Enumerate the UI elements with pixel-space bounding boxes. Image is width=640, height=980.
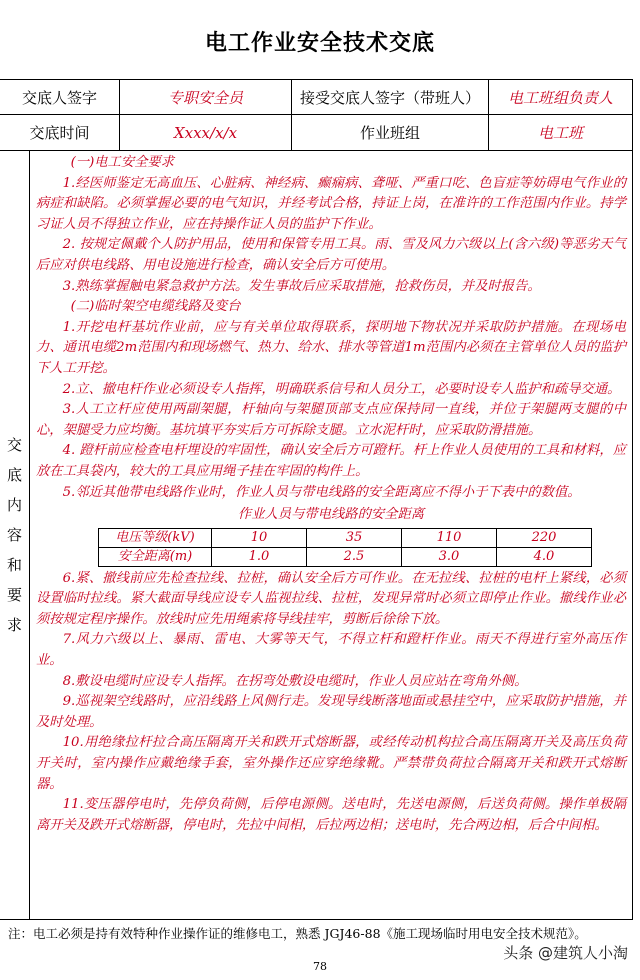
paragraph: 2.立、撤电杆作业必须设专人指挥，明确联系信号和人员分工，必要时设专人监护和疏导交通。	[62, 381, 621, 397]
paragraph: 11.变压器停电时，先停负荷侧，后停电源侧。送电时，先送电源侧，后送负荷侧。操作单极隔离开关及跌开式熔断器，停电时，先拉中间相，后拉两边相；送电时，先合两边相，后合中间相。	[36, 797, 626, 833]
paragraph: 3.熟练掌握触电紧急救护方法。发生事故后应采取措施，抢救伤员，并及时报告。	[62, 278, 541, 294]
section-heading: (一)电工安全要求	[70, 155, 175, 170]
content-side-label	[0, 151, 30, 919]
content-part-b	[36, 569, 626, 837]
page-title: 电工作业安全技术交底	[204, 30, 435, 56]
side-char: 底	[6, 466, 22, 484]
table-cell: 10	[212, 528, 307, 547]
paragraph: 7.风力六级以上、暴雨、雷电、大雾等天气，不得立杆和蹬杆作业。雨天不得进行室外高压作业。	[36, 632, 626, 669]
side-char: 内	[6, 496, 22, 514]
table-cell: 220	[497, 528, 592, 547]
receiver-sign-value: 电工班组负责人	[507, 88, 613, 107]
side-char: 求	[6, 616, 22, 634]
paragraph: 8.敷设电缆时应设专人指挥。在拐弯处敷设电缆时，作业人员应站在弯角外侧。	[62, 673, 528, 689]
paragraph: 5.邻近其他带电线路作业时，作业人员与带电线路的安全距离应不得小于下表中的数值。	[62, 484, 581, 500]
page-number: 78	[313, 960, 327, 973]
voltage-row	[99, 528, 592, 547]
table-cell: 电压等级(kV)	[99, 528, 212, 547]
signature-row	[0, 80, 632, 115]
distance-row	[99, 547, 592, 566]
discloser-sign-value: 专职安全员	[120, 80, 292, 114]
disclosure-time-label: 交底时间	[0, 115, 120, 150]
paragraph: 6.紧、撤线前应先检查拉线、拉桩，确认安全后方可作业。在无拉线、拉桩的电杆上紧线，必须设置临时拉线。紧大截面导线应设专人监视拉线、拉桩，发现异常时必须立即停止作业。撤线作业必须按规定程序操作。放线时应先用绳索将导线挂牢，剪断后徐徐下放。	[36, 570, 626, 627]
work-team-value: 电工班	[537, 124, 583, 142]
side-char: 要	[6, 586, 22, 604]
receiver-sign-label: 接受交底人签字（带班人）	[292, 80, 489, 114]
paragraph: 10.用绝缘拉杆拉合高压隔离开关和跌开式熔断器，或经传动机构拉合高压隔离开关及高压负荷开关时，室内操作应戴绝缘手套，室外操作还应穿绝缘靴。严禁带负荷拉合隔离开关和跌开式熔断器。	[36, 735, 626, 792]
disclosure-table	[0, 79, 633, 920]
time-row	[0, 115, 632, 151]
work-team-label: 作业班组	[292, 115, 489, 150]
safety-distance-table	[98, 528, 592, 567]
paragraph: 3.人工立杆应使用两副架腿，杆轴向与架腿顶部支点应保持同一直线，并位于架腿两支腿的中心，架腿受力应均衡。基坑填平夯实后方可拆除支腿。立水泥杆时，应采取防滑措施。	[36, 402, 626, 438]
table-cell: 4.0	[497, 547, 592, 566]
watermark: 头条 @建筑人小淘	[503, 944, 628, 962]
disclosure-content	[36, 153, 626, 917]
table-cell: 安全距离(m)	[99, 547, 212, 566]
paragraph: 1.开挖电杆基坑作业前，应与有关单位取得联系，探明地下物状况并采取防护措施。在现场电力、通讯电缆2m范围内和现场燃气、热力、给水、排水等管道1m范围内必须在主管单位人员的监护下人工开挖。	[36, 319, 626, 376]
content-part-a	[36, 153, 626, 503]
side-char: 和	[6, 556, 22, 574]
table-cell: 110	[402, 528, 497, 547]
table-cell: 2.5	[307, 547, 402, 566]
paragraph: 4. 蹬杆前应检查电杆埋设的牢固性，确认安全后方可蹬杆。杆上作业人员使用的工具和材料，应放在工具袋内，较大的工具应用绳子挂在牢固的构件上。	[36, 443, 626, 479]
paragraph: 9.巡视架空线路时，应沿线路上风侧行走。发现导线断落地面或悬挂空中，应采取防护措施，并及时处理。	[36, 694, 626, 730]
discloser-sign-label: 交底人签字	[0, 80, 120, 114]
side-char: 交	[6, 436, 22, 454]
table-cell: 3.0	[402, 547, 497, 566]
disclosure-time-value: Xxxx/x/x	[120, 115, 292, 150]
table-cell: 1.0	[212, 547, 307, 566]
paragraph: 1.经医师鉴定无高血压、心脏病、神经病、癫痫病、聋哑、严重口吃、色盲症等妨碍电气作业的病症和缺陷。必须掌握必要的电气知识，并经考试合格，持证上岗，在准许的工作范围内作业。持学习证人员不得独立作业，应在持操作证人员的监护下作业。	[36, 175, 626, 232]
safety-table-caption: 作业人员与带电线路的安全距离	[237, 507, 425, 523]
section-heading: (二)临时架空电缆线路及变台	[70, 299, 241, 315]
side-char: 容	[6, 526, 22, 544]
table-cell: 35	[307, 528, 402, 547]
paragraph: 2. 按规定佩戴个人防护用品，使用和保管专用工具。雨、雪及风力六级以上(含六级)等恶劣天气后应对供电线路、用电设施进行检查，确认安全后方可使用。	[36, 237, 626, 273]
footnote: 注：电工必须是持有效特种作业操作证的维修电工，熟悉 JGJ46-88《施工现场临时用电安全技术规范》。	[8, 926, 587, 941]
